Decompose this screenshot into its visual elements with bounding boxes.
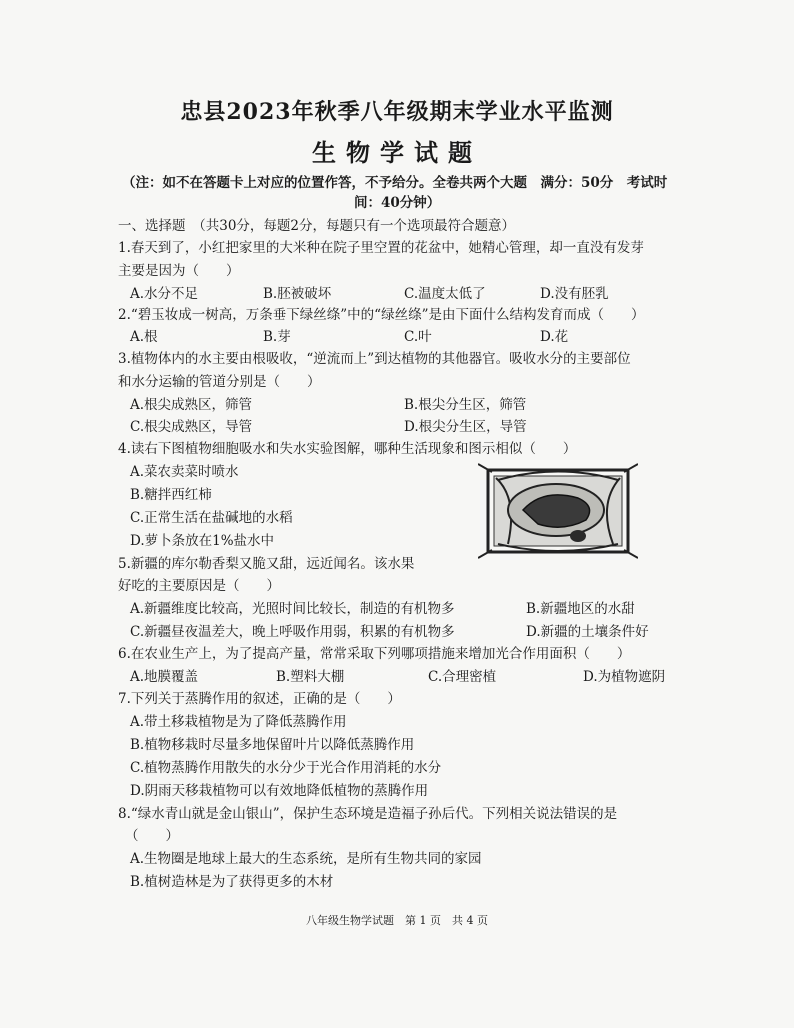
q1-stem-1: 1.春天到了，小红把家里的大米种在院子里空置的花盆中，她精心管理，却一直没有发芽: [118, 240, 644, 256]
section-heading: 一、选择题 （共30分，每题2分，每题只有一个选项最符合题意）: [118, 218, 516, 234]
q8-option-a: A.生物圈是地球上最大的生态系统，是所有生物共同的家园: [130, 851, 482, 867]
q1-option-a: A.水分不足: [130, 286, 199, 302]
q2-option-a: A.根: [130, 329, 158, 345]
q5-option-c: C.新疆昼夜温差大，晚上呼吸作用弱，积累的有机物多: [130, 624, 455, 640]
q3-option-b: B.根尖分生区，筛管: [404, 397, 527, 413]
q7-option-d: D.阴雨天移栽植物可以有效地降低植物的蒸腾作用: [130, 783, 429, 799]
q3-stem-2: 和水分运输的管道分别是（ ）: [118, 374, 321, 390]
q8-stem-2: （ ）: [125, 828, 179, 844]
q6-option-a: A.地膜覆盖: [130, 669, 199, 685]
q6-stem-1: 6.在农业生产上，为了提高产量，常常采取下列哪项措施来增加光合作用面积（ ）: [118, 646, 631, 662]
q3-stem-1: 3.植物体内的水主要由根吸收，“逆流而上”到达植物的其他器官。吸收水分的主要部位: [118, 351, 631, 367]
q6-option-b: B.塑料大棚: [276, 669, 345, 685]
q5-option-b: B.新疆地区的水甜: [526, 601, 635, 617]
q6-option-d: D.为植物遮阴: [583, 669, 666, 685]
q5-option-a: A.新疆维度比较高，光照时间比较长，制造的有机物多: [130, 601, 455, 617]
q1-option-b: B.胚被破坏: [263, 286, 332, 302]
exam-subtitle: 生物学试题: [312, 138, 482, 167]
q4-option-b: B.糖拌西红柿: [130, 487, 212, 503]
q2-option-d: D.花: [540, 329, 569, 345]
q7-stem-1: 7.下列关于蒸腾作用的叙述，正确的是（ ）: [118, 691, 401, 707]
q3-option-a: A.根尖成熟区，筛管: [130, 397, 253, 413]
q1-option-c: C.温度太低了: [404, 286, 486, 302]
q3-option-d: D.根尖分生区，导管: [404, 419, 527, 435]
plant-cell-diagram-icon: [478, 458, 638, 563]
note-line-1: （注：如不在答题卡上对应的位置作答，不予给分。全卷共两个大题 满分：50分 考试时: [122, 175, 668, 191]
q8-stem-1: 8.“绿水青山就是金山银山”，保护生态环境是造福子孙后代。下列相关说法错误的是: [118, 806, 618, 822]
q4-option-d: D.萝卜条放在1%盐水中: [130, 533, 275, 549]
q5-option-d: D.新疆的土壤条件好: [526, 624, 649, 640]
note-line-2: 间：40分钟）: [354, 195, 441, 211]
q4-option-c: C.正常生活在盐碱地的水稻: [130, 510, 293, 526]
page-footer: 八年级生物学试题 第 1 页 共 4 页: [306, 914, 488, 927]
q7-option-b: B.植物移栽时尽量多地保留叶片以降低蒸腾作用: [130, 737, 415, 753]
q1-stem-2: 主要是因为（ ）: [118, 263, 240, 279]
q4-stem-1: 4.读右下图植物细胞吸水和失水实验图解，哪种生活现象和图示相似（ ）: [118, 441, 577, 457]
q6-option-c: C.合理密植: [428, 669, 497, 685]
q5-stem-1: 5.新疆的库尔勒香梨又脆又甜，远近闻名。该水果: [118, 556, 415, 572]
q8-option-b: B.植树造林是为了获得更多的木材: [130, 874, 334, 890]
exam-title: 忠县2023年秋季八年级期末学业水平监测: [180, 99, 614, 125]
q2-stem-1: 2.“碧玉妆成一树高，万条垂下绿丝绦”中的“绿丝绦”是由下面什么结构发育而成（ ）: [118, 307, 645, 323]
q7-option-a: A.带土移栽植物是为了降低蒸腾作用: [130, 714, 347, 730]
q7-option-c: C.植物蒸腾作用散失的水分少于光合作用消耗的水分: [130, 760, 442, 776]
q1-option-d: D.没有胚乳: [540, 286, 609, 302]
q2-option-c: C.叶: [404, 329, 432, 345]
q4-option-a: A.菜农卖菜时喷水: [130, 464, 239, 480]
q2-option-b: B.芽: [263, 329, 291, 345]
q3-option-c: C.根尖成熟区，导管: [130, 419, 253, 435]
q5-stem-2: 好吃的主要原因是（ ）: [118, 578, 280, 594]
